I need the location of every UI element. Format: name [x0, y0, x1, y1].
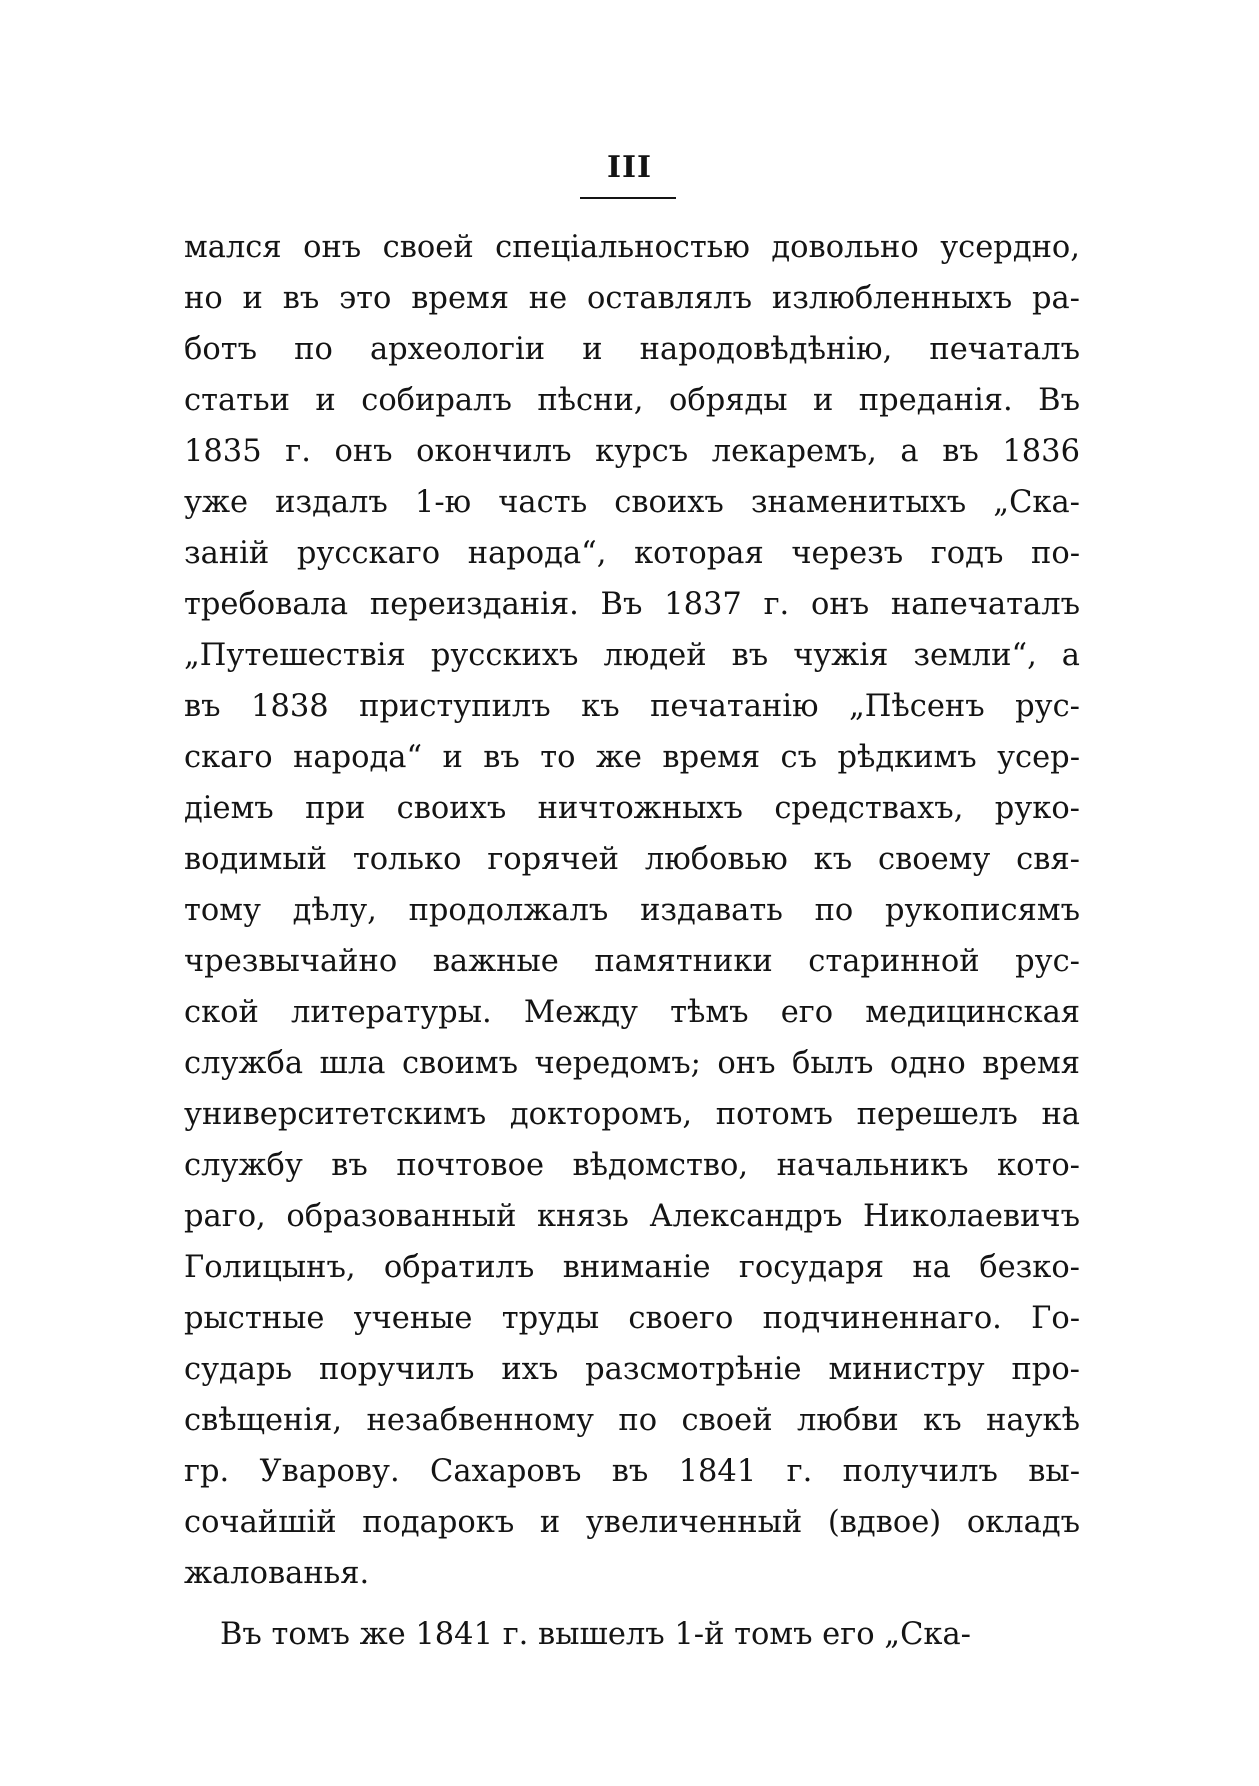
text-line: уже издалъ 1-ю часть своихъ знаменитыхъ „Ска- — [184, 485, 1080, 520]
text-line: сударь поручилъ ихъ разсмотрѣніе министру про- — [184, 1352, 1080, 1387]
text-line: гр. Уварову. Сахаровъ въ 1841 г. получилъ вы- — [184, 1454, 1080, 1489]
text-line: чрезвычайно важные памятники старинной рус- — [184, 944, 1080, 979]
text-line: служба шла своимъ чередомъ; онъ былъ одно время — [184, 1046, 1080, 1081]
text-line: требовала переизданія. Въ 1837 г. онъ напечаталъ — [184, 587, 1080, 622]
text-line: сочайшій подарокъ и увеличенный (вдвое) окладъ — [184, 1505, 1080, 1540]
text-line: мался онъ своей спеціальностью довольно усердно, — [184, 230, 1080, 265]
text-line: „Путешествія русскихъ людей въ чужія земли“, а — [184, 638, 1080, 673]
paragraph-start-line: Въ томъ же 1841 г. вышелъ 1-й томъ его „Ска- — [220, 1617, 971, 1652]
text-line: свѣщенія, незабвенному по своей любви къ наукѣ — [184, 1403, 1080, 1438]
text-line: заній русскаго народа“, которая черезъ годъ по- — [184, 536, 1080, 571]
text-line: ботъ по археологіи и народовѣдѣнію, печаталъ — [184, 332, 1080, 367]
text-line: но и въ это время не оставлялъ излюбленныхъ ра- — [184, 281, 1080, 316]
text-line: діемъ при своихъ ничтожныхъ средствахъ, руко- — [184, 791, 1080, 826]
text-line: водимый только горячей любовью къ своему свя- — [184, 842, 1080, 877]
text-line: раго, образованный князь Александръ Николаевичъ — [184, 1199, 1080, 1234]
page-number: III — [606, 150, 653, 185]
text-line: ской литературы. Между тѣмъ его медицинская — [184, 995, 1080, 1030]
text-line: скаго народа“ и въ то же время съ рѣдкимъ усер- — [184, 740, 1080, 775]
text-line: рыстные ученые труды своего подчиненнаго. Го- — [184, 1301, 1080, 1336]
text-line: статьи и собиралъ пѣсни, обряды и преданія. Въ — [184, 383, 1080, 418]
body-text — [184, 222, 1080, 1660]
text-line: службу въ почтовое вѣдомство, начальникъ кото- — [184, 1148, 1080, 1183]
text-line: въ 1838 приступилъ къ печатанію „Пѣсенъ рус- — [184, 689, 1080, 724]
text-line: Голицынъ, обратилъ вниманіе государя на безко- — [184, 1250, 1080, 1285]
page-number-rule — [580, 197, 676, 199]
text-line: жалованья. — [184, 1556, 370, 1591]
text-line: тому дѣлу, продолжалъ издавать по рукописямъ — [184, 893, 1080, 928]
text-line: 1835 г. онъ окончилъ курсъ лекаремъ, а въ 1836 — [184, 434, 1080, 469]
text-line: университетскимъ докторомъ, потомъ перешелъ на — [184, 1097, 1080, 1132]
